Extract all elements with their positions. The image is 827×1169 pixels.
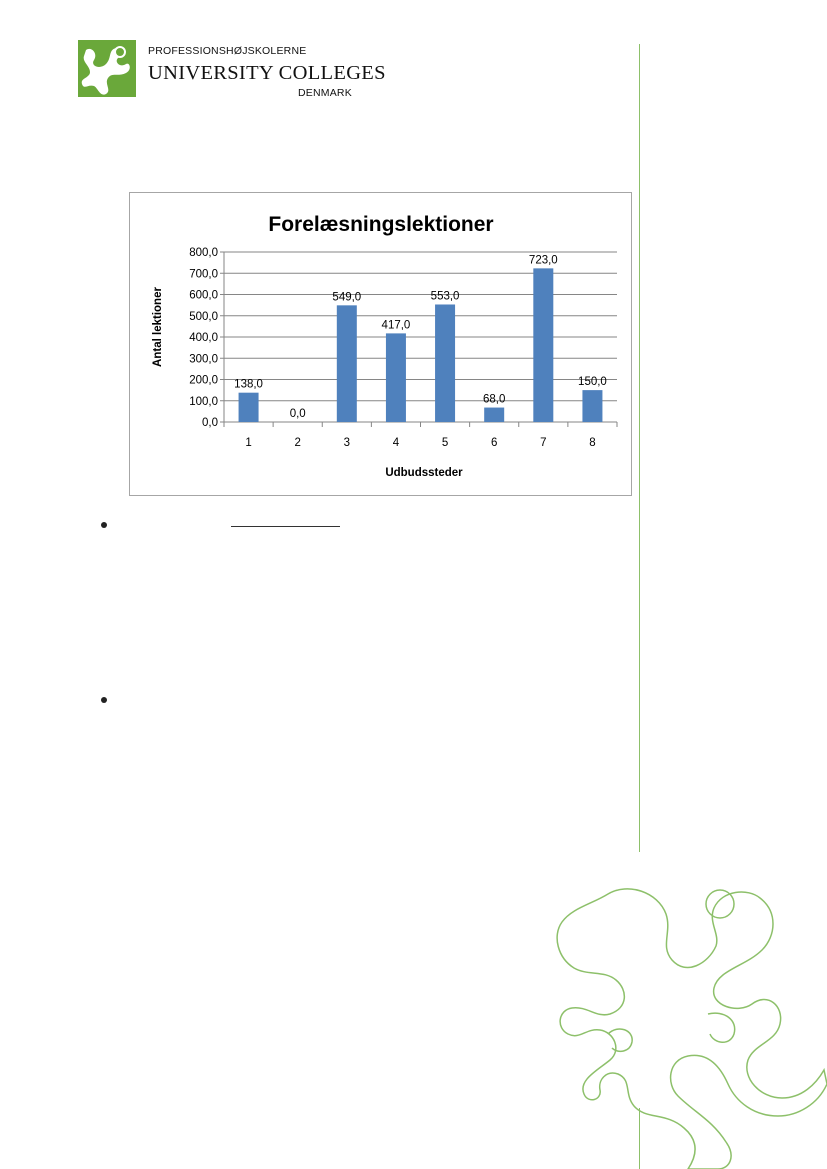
bar-5 (435, 304, 455, 422)
university-colleges-logo (78, 40, 136, 97)
x-tick-label-6: 6 (490, 437, 498, 449)
bullet-point-1 (101, 522, 107, 528)
data-label-7: 723,0 (528, 254, 558, 267)
y-tick-label: 800,0 (189, 247, 218, 259)
data-label-3: 549,0 (332, 291, 362, 304)
bar-7 (533, 268, 553, 422)
data-label-4: 417,0 (381, 319, 411, 332)
chart-frame (129, 192, 632, 496)
y-tick-label: 100,0 (189, 395, 218, 408)
y-tick-label: 300,0 (189, 353, 218, 366)
underlined-blank (231, 526, 340, 527)
chart-title: Forelæsningslektioner (268, 213, 494, 236)
bar-1 (239, 393, 259, 422)
y-tick-label: 0,0 (202, 417, 218, 429)
data-label-6: 68,0 (482, 393, 506, 406)
bars (239, 268, 603, 422)
y-tick-label: 200,0 (189, 374, 218, 387)
decorative-ornament (548, 884, 827, 1169)
y-tick-label: 400,0 (189, 332, 218, 344)
x-axis-title: Udbudssteder (385, 467, 463, 479)
logo-line-university-colleges: UNIVERSITY COLLEGES (148, 62, 386, 84)
y-axis-title: Antal lektioner (152, 287, 164, 367)
logo-line-denmark: DENMARK (298, 87, 352, 99)
x-tick-label-5: 5 (441, 437, 449, 449)
bar-8 (582, 390, 602, 422)
bar-3 (337, 305, 357, 422)
bullet-point-2 (101, 697, 107, 703)
y-tick-label: 700,0 (189, 268, 218, 281)
x-tick-label-3: 3 (343, 437, 351, 449)
x-tick-label-4: 4 (392, 437, 400, 449)
x-tick-label-7: 7 (540, 437, 547, 449)
data-label-5: 553,0 (430, 290, 460, 303)
y-tick-label: 600,0 (189, 289, 218, 302)
bar-6 (484, 408, 504, 422)
bar-chart (130, 193, 631, 495)
data-label-1: 138,0 (234, 378, 263, 391)
x-tick-label-1: 1 (245, 437, 252, 449)
y-tick-label: 500,0 (189, 310, 218, 323)
data-label-2: 0,0 (289, 408, 306, 420)
x-tick-label-8: 8 (589, 437, 596, 449)
logo-line-professionshojskolerne: PROFESSIONSHØJSKOLERNE (148, 45, 307, 57)
bar-4 (386, 333, 406, 422)
x-tick-label-2: 2 (294, 437, 301, 449)
data-label-8: 150,0 (578, 376, 607, 389)
margin-rule-top (639, 44, 640, 852)
gridlines (220, 252, 617, 427)
y-tick-labels (189, 247, 218, 429)
x-tick-labels (245, 437, 595, 449)
